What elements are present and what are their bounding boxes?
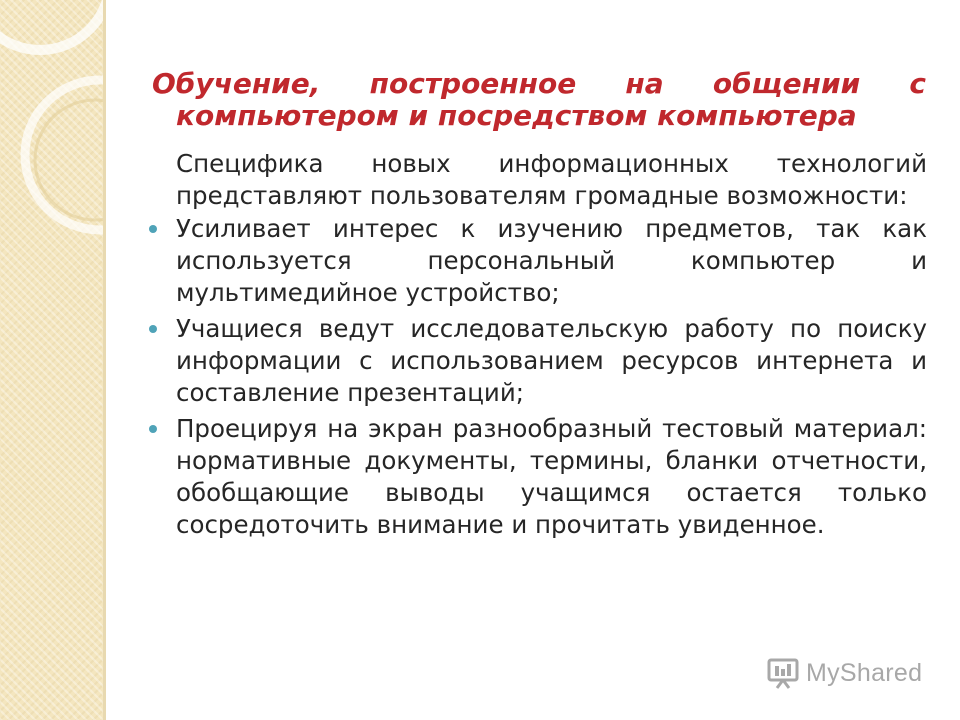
decorative-rings [0, 0, 103, 720]
intro-paragraph: Специфика новых информационных технологий представляют пользователям громадные возможности: [176, 149, 927, 210]
decorative-side-panel [0, 0, 103, 720]
bullet-item [149, 213, 927, 309]
bullet-item [149, 413, 927, 541]
bullet-text: Проецируя на экран разнообразный тестовый материал: нормативные документы, термины, бланки отчетности, обобщающие выводы учащимся остается только сосредоточить внимание и прочитать увиденное. [176, 414, 927, 539]
bullet-text: Учащиеся ведут исследовательскую работу по поиску информации с использованием ресурсов интернета и составление презентаций; [176, 314, 927, 407]
bullet-text: Усиливает интерес к изучению предметов, так как используется персональный компьютер и мультимедийное устройство; [176, 214, 927, 307]
bullet-list [149, 213, 927, 541]
bullet-item [149, 313, 927, 409]
slide-body [149, 148, 927, 545]
side-divider [103, 0, 106, 720]
watermark-brand: MyShared [806, 658, 923, 687]
slide-title [150, 68, 926, 132]
bullet-dot-icon [149, 225, 157, 233]
presentation-board-icon [766, 657, 800, 689]
bullet-dot-icon [149, 425, 157, 433]
myshared-watermark [766, 655, 922, 691]
slide-title-line-1: Обучение, построенное на общении с [152, 67, 926, 100]
bullet-dot-icon [149, 325, 157, 333]
slide-title-line-2: компьютером и посредством компьютера [176, 99, 857, 132]
